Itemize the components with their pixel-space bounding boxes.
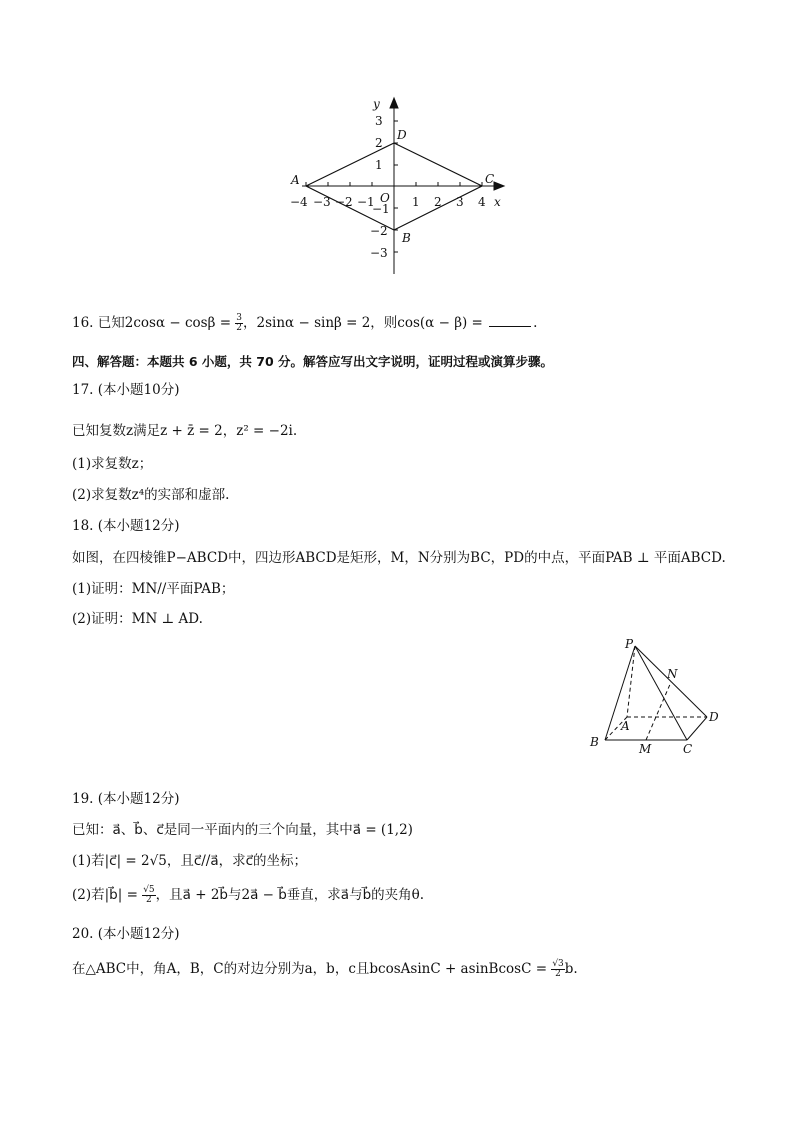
- coordinate-figure: [280, 92, 520, 282]
- vertex-a-label: A: [621, 719, 630, 733]
- q16-text-end: .: [533, 315, 538, 331]
- x-tick-label: 2: [434, 195, 442, 209]
- answer-blank[interactable]: [489, 314, 531, 327]
- y-axis-label: y: [373, 97, 380, 111]
- q17-part1: (1)求复数z；: [72, 456, 153, 472]
- q19-part2: [72, 886, 424, 905]
- q17-part2: (2)求复数z⁴的实部和虚部.: [72, 487, 230, 503]
- point-a-label: A: [291, 173, 300, 187]
- vertex-p-label: P: [625, 637, 634, 651]
- point-c-label: C: [485, 172, 495, 186]
- q20-fraction: $\frac{√3}{2}$: [552, 959, 564, 979]
- q20-stem-a: 在△ABC中，角A，B，C的对边分别为a，b，c且bcosAsinC + asinBcosC =: [72, 961, 552, 977]
- y-tick-label: −2: [370, 224, 388, 238]
- q18-head: 18. (本小题12分): [72, 518, 180, 534]
- x-tick-label: −3: [313, 195, 331, 209]
- q18-part1: (1)证明：MN//平面PAB；: [72, 581, 235, 597]
- y-tick-label: 1: [375, 158, 383, 172]
- q19-head: 19. (本小题12分): [72, 791, 180, 807]
- vertex-b-label: B: [590, 735, 599, 749]
- q16-text-b: ，2sinα − sinβ = 2，则cos(α − β) =: [243, 315, 488, 331]
- vertex-n-label: N: [667, 667, 678, 681]
- q19-stem: 已知：a⃗、b⃗、c⃗是同一平面内的三个向量，其中a⃗ = (1,2): [72, 822, 413, 838]
- x-tick-label: −1: [357, 195, 375, 209]
- y-axis-arrow-icon: [390, 98, 398, 108]
- x-tick-label: 3: [456, 195, 464, 209]
- q20-stem-b: b.: [564, 961, 578, 977]
- question-16: [72, 314, 537, 333]
- q19-part1: (1)若|c⃗| = 2√5，且c⃗//a⃗，求c⃗的坐标；: [72, 853, 308, 869]
- q16-text-a: 16. 已知2cosα − cosβ =: [72, 315, 236, 331]
- origin-label: O: [380, 191, 390, 205]
- point-d-label: D: [397, 128, 407, 142]
- q20-stem: [72, 960, 578, 979]
- point-b-label: B: [402, 231, 411, 245]
- x-axis-arrow-icon: [494, 182, 504, 190]
- x-tick-label: 1: [412, 195, 420, 209]
- q19-part2-a: (2)若|b⃗| =: [72, 887, 143, 903]
- q18-part2: (2)证明：MN ⊥ AD.: [72, 611, 203, 627]
- x-tick-label: −2: [335, 195, 353, 209]
- x-axis-label: x: [494, 195, 501, 209]
- q19-fraction: $\frac{√5}{2}$: [143, 885, 155, 905]
- section-heading: 四、解答题：本题共 6 小题，共 70 分。解答应写出文字说明，证明过程或演算步骤。: [72, 354, 554, 369]
- y-tick-label: −1: [372, 202, 390, 216]
- vertex-d-label: D: [709, 710, 719, 724]
- y-tick-label: −3: [370, 246, 388, 260]
- x-tick-label: −4: [290, 195, 308, 209]
- q16-fraction: $\frac{3}{2}$: [236, 313, 243, 333]
- pyramid-figure: [585, 632, 725, 762]
- q17-stem: 已知复数z满足z + z̄ = 2，z² = −2i.: [72, 423, 298, 439]
- vertex-m-label: M: [639, 742, 652, 756]
- q18-stem: 如图，在四棱锥P−ABCD中，四边形ABCD是矩形，M，N分别为BC，PD的中点，平面PAB ⊥ 平面ABCD.: [72, 550, 726, 566]
- y-tick-label: 3: [375, 114, 383, 128]
- q17-head: 17. (本小题10分): [72, 382, 180, 398]
- x-tick-label: 4: [478, 195, 486, 209]
- q19-part2-b: ，且a⃗ + 2b⃗与2a⃗ − b⃗垂直，求a⃗与b⃗的夹角θ.: [155, 887, 425, 903]
- q20-head: 20. (本小题12分): [72, 926, 180, 942]
- vertex-c-label: C: [683, 742, 693, 756]
- y-tick-label: 2: [375, 136, 383, 150]
